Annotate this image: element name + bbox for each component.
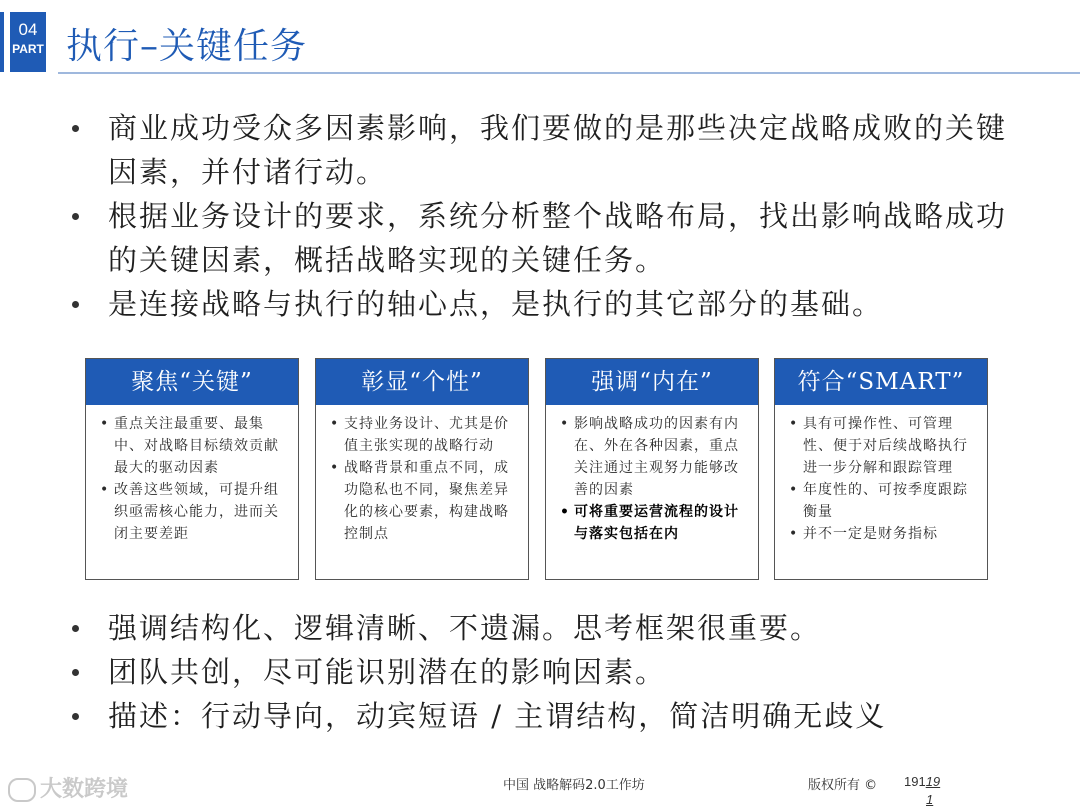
bullet-item: 强调结构化、逻辑清晰、不遗漏。思考框架很重要。 <box>62 606 1022 650</box>
edge-accent-bar <box>0 12 4 72</box>
card-item: • 可将重要运营流程的设计与落实包括在内 <box>558 501 748 545</box>
bullet-item: 是连接战略与执行的轴心点，是执行的其它部分的基础。 <box>62 282 1022 326</box>
card-item: • 影响战略成功的因素有内在、外在各种因素，重点关注通过主观努力能够改善的因素 <box>558 413 748 501</box>
part-label: PART <box>12 42 44 56</box>
card-item: • 并不一定是财务指标 <box>787 523 977 545</box>
card-smart <box>774 358 988 580</box>
card-item: • 重点关注最重要、最集中、对战略目标绩效贡献最大的驱动因素 <box>98 413 288 479</box>
card-item: • 战略背景和重点不同，成功隐私也不同，聚焦差异化的核心要素，构建战略控制点 <box>328 457 518 545</box>
bottom-bullet-list <box>62 606 1022 738</box>
watermark-logo-icon <box>8 778 36 802</box>
card-item: • 具有可操作性、可管理性、便于对后续战略执行进一步分解和跟踪管理 <box>787 413 977 479</box>
footer-copyright: 版权所有 © <box>808 778 878 793</box>
top-bullet-list <box>62 106 1022 326</box>
watermark <box>8 772 128 803</box>
card-item: • 支持业务设计、尤其是价值主张实现的战略行动 <box>328 413 518 457</box>
card-item: • 年度性的、可按季度跟踪衡量 <box>787 479 977 523</box>
footer-workshop: 中国 战略解码2.0工作坊 <box>503 778 645 793</box>
watermark-text: 大数跨境 <box>40 777 129 802</box>
card-item: • 改善这些领域，可提升组织亟需核心能力，进而关闭主要差距 <box>98 479 288 545</box>
page-number <box>904 774 941 807</box>
page-number-main: 191 <box>904 774 926 789</box>
card-title: 彰显“个性” <box>316 359 528 405</box>
part-badge <box>10 12 46 72</box>
page-title: 执行–关键任务 <box>66 26 308 67</box>
page-number-sub: 1 <box>926 792 934 807</box>
card-title: 强调“内在” <box>546 359 758 405</box>
key-task-cards <box>85 358 988 580</box>
card-focus-key <box>85 358 299 580</box>
card-title: 符合“SMART” <box>775 359 987 405</box>
bullet-item: 描述：行动导向，动宾短语 / 主谓结构，简洁明确无歧义 <box>62 694 1022 738</box>
bullet-item: 商业成功受众多因素影响，我们要做的是那些决定战略成败的关键因素，并付诸行动。 <box>62 106 1022 194</box>
card-emphasize-internal <box>545 358 759 580</box>
card-show-individuality <box>315 358 529 580</box>
title-divider <box>58 72 1080 74</box>
bullet-item: 根据业务设计的要求，系统分析整个战略布局，找出影响战略成功的关键因素，概括战略实现的关键任务。 <box>62 194 1022 282</box>
part-number: 04 <box>18 20 38 39</box>
bullet-item: 团队共创，尽可能识别潜在的影响因素。 <box>62 650 1022 694</box>
page-number-italic: 19 <box>925 774 941 789</box>
card-title: 聚焦“关键” <box>86 359 298 405</box>
